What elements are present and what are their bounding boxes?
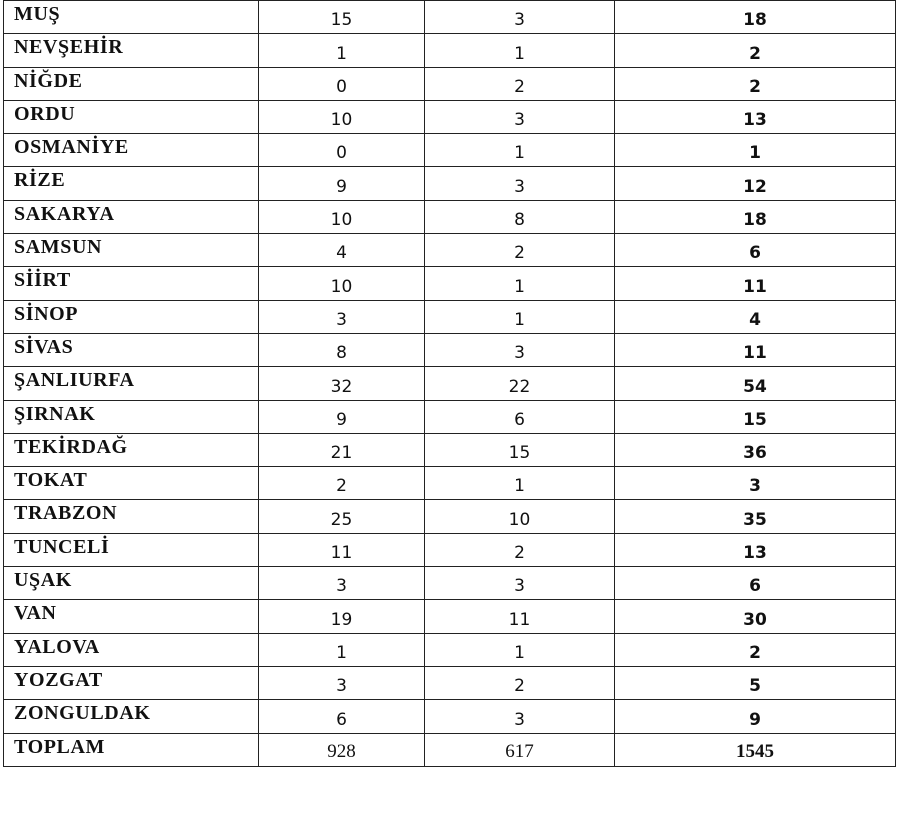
- table-row: [4, 500, 896, 533]
- table-row: [4, 67, 896, 100]
- value-cell-2: 3: [425, 700, 615, 733]
- row-total-cell: 30: [615, 600, 896, 633]
- value-cell-1: 10: [259, 267, 425, 300]
- table-row: [4, 433, 896, 466]
- row-total-cell: 12: [615, 167, 896, 200]
- value-cell-1: 21: [259, 433, 425, 466]
- province-name-cell: SİİRT: [4, 267, 259, 300]
- row-total-cell: 36: [615, 433, 896, 466]
- province-name-cell: TOKAT: [4, 467, 259, 500]
- table-body: [4, 1, 896, 767]
- row-total-cell: 5: [615, 666, 896, 699]
- province-name-cell: ORDU: [4, 100, 259, 133]
- row-total-cell: 18: [615, 1, 896, 34]
- province-name-cell: YOZGAT: [4, 666, 259, 699]
- row-total-cell: 4: [615, 300, 896, 333]
- row-total-cell: 6: [615, 567, 896, 600]
- value-cell-1: 3: [259, 300, 425, 333]
- value-cell-1: 10: [259, 200, 425, 233]
- value-cell-2: 1: [425, 134, 615, 167]
- row-total-cell: 11: [615, 333, 896, 366]
- table-row: [4, 666, 896, 699]
- total-row: [4, 733, 896, 766]
- row-total-cell: 9: [615, 700, 896, 733]
- table-row: [4, 600, 896, 633]
- value-cell-1: 928: [259, 733, 425, 766]
- value-cell-2: 3: [425, 167, 615, 200]
- value-cell-1: 0: [259, 134, 425, 167]
- row-total-cell: 2: [615, 34, 896, 67]
- value-cell-1: 9: [259, 400, 425, 433]
- value-cell-1: 2: [259, 467, 425, 500]
- province-table: [3, 0, 896, 767]
- province-name-cell: OSMANİYE: [4, 134, 259, 167]
- row-total-cell: 13: [615, 100, 896, 133]
- province-name-cell: SİVAS: [4, 333, 259, 366]
- province-name-cell: TRABZON: [4, 500, 259, 533]
- value-cell-2: 1: [425, 467, 615, 500]
- value-cell-2: 2: [425, 533, 615, 566]
- row-total-cell: 6: [615, 234, 896, 267]
- province-name-cell: NİĞDE: [4, 67, 259, 100]
- province-name-cell: SİNOP: [4, 300, 259, 333]
- province-name-cell: TEKİRDAĞ: [4, 433, 259, 466]
- value-cell-1: 3: [259, 567, 425, 600]
- row-total-cell: 2: [615, 633, 896, 666]
- province-name-cell: MUŞ: [4, 1, 259, 34]
- value-cell-1: 4: [259, 234, 425, 267]
- table-row: [4, 467, 896, 500]
- table-row: [4, 167, 896, 200]
- value-cell-2: 1: [425, 633, 615, 666]
- row-total-cell: 54: [615, 367, 896, 400]
- value-cell-2: 8: [425, 200, 615, 233]
- table-row: [4, 134, 896, 167]
- province-name-cell: ŞIRNAK: [4, 400, 259, 433]
- province-name-cell: NEVŞEHİR: [4, 34, 259, 67]
- value-cell-2: 3: [425, 100, 615, 133]
- value-cell-2: 3: [425, 567, 615, 600]
- table-row: [4, 567, 896, 600]
- table-row: [4, 533, 896, 566]
- value-cell-1: 3: [259, 666, 425, 699]
- row-total-cell: 1545: [615, 733, 896, 766]
- row-total-cell: 35: [615, 500, 896, 533]
- value-cell-1: 1: [259, 633, 425, 666]
- value-cell-1: 9: [259, 167, 425, 200]
- value-cell-2: 1: [425, 300, 615, 333]
- province-name-cell: VAN: [4, 600, 259, 633]
- value-cell-2: 1: [425, 34, 615, 67]
- value-cell-2: 2: [425, 234, 615, 267]
- value-cell-2: 2: [425, 666, 615, 699]
- province-name-cell: SAKARYA: [4, 200, 259, 233]
- value-cell-2: 3: [425, 333, 615, 366]
- province-name-cell: YALOVA: [4, 633, 259, 666]
- province-name-cell: RİZE: [4, 167, 259, 200]
- row-total-cell: 13: [615, 533, 896, 566]
- value-cell-1: 1: [259, 34, 425, 67]
- value-cell-1: 19: [259, 600, 425, 633]
- value-cell-1: 10: [259, 100, 425, 133]
- row-total-cell: 15: [615, 400, 896, 433]
- table-row: [4, 1, 896, 34]
- value-cell-2: 3: [425, 1, 615, 34]
- table-row: [4, 367, 896, 400]
- row-total-cell: 18: [615, 200, 896, 233]
- table-row: [4, 200, 896, 233]
- value-cell-1: 15: [259, 1, 425, 34]
- province-name-cell: TOPLAM: [4, 733, 259, 766]
- table-row: [4, 400, 896, 433]
- value-cell-1: 11: [259, 533, 425, 566]
- table-row: [4, 700, 896, 733]
- row-total-cell: 1: [615, 134, 896, 167]
- value-cell-2: 6: [425, 400, 615, 433]
- table-row: [4, 333, 896, 366]
- value-cell-1: 25: [259, 500, 425, 533]
- value-cell-2: 1: [425, 267, 615, 300]
- province-name-cell: SAMSUN: [4, 234, 259, 267]
- table-row: [4, 633, 896, 666]
- row-total-cell: 2: [615, 67, 896, 100]
- value-cell-2: 15: [425, 433, 615, 466]
- row-total-cell: 3: [615, 467, 896, 500]
- province-name-cell: TUNCELİ: [4, 533, 259, 566]
- province-name-cell: ŞANLIURFA: [4, 367, 259, 400]
- value-cell-2: 10: [425, 500, 615, 533]
- value-cell-1: 6: [259, 700, 425, 733]
- province-name-cell: UŞAK: [4, 567, 259, 600]
- value-cell-2: 2: [425, 67, 615, 100]
- value-cell-1: 32: [259, 367, 425, 400]
- table-row: [4, 267, 896, 300]
- table-row: [4, 100, 896, 133]
- province-name-cell: ZONGULDAK: [4, 700, 259, 733]
- value-cell-1: 0: [259, 67, 425, 100]
- value-cell-2: 617: [425, 733, 615, 766]
- row-total-cell: 11: [615, 267, 896, 300]
- value-cell-2: 22: [425, 367, 615, 400]
- value-cell-2: 11: [425, 600, 615, 633]
- value-cell-1: 8: [259, 333, 425, 366]
- table-row: [4, 34, 896, 67]
- table-row: [4, 234, 896, 267]
- table-row: [4, 300, 896, 333]
